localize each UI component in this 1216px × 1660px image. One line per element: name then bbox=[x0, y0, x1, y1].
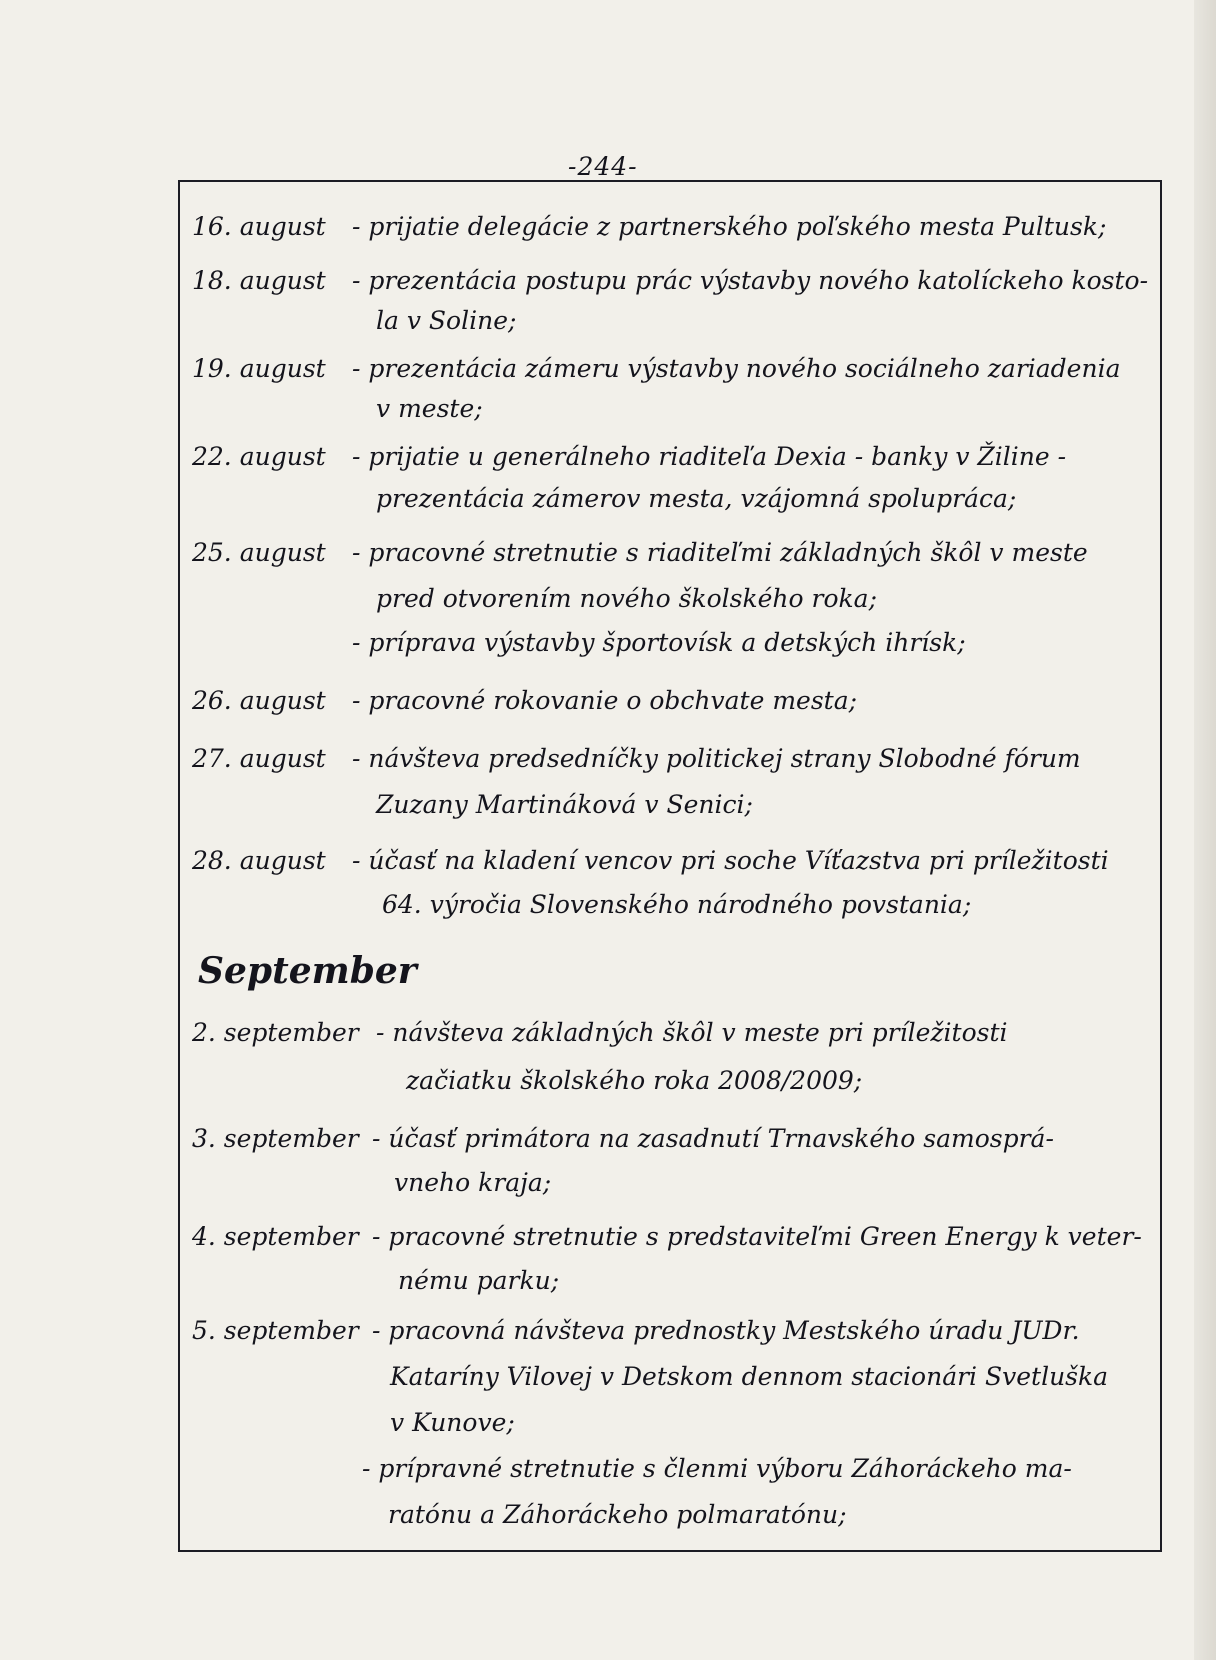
entry-line: - príprava výstavby športovísk a detských ihrísk; bbox=[352, 628, 966, 657]
page-number: -244- bbox=[568, 152, 638, 181]
entry-line: vneho kraja; bbox=[394, 1168, 552, 1197]
entry-line: v meste; bbox=[376, 394, 483, 423]
entry-line: nému parku; bbox=[398, 1266, 560, 1295]
entry-line: - prezentácia postupu prác výstavby nového katolíckeho kosto- bbox=[352, 266, 1149, 295]
entry-line: Zuzany Martináková v Senici; bbox=[376, 790, 753, 819]
entry-line: - účasť primátora na zasadnutí Trnavského samosprá- bbox=[372, 1124, 1054, 1153]
entry-line: la v Soline; bbox=[376, 306, 517, 335]
page-spine-shadow bbox=[1194, 0, 1216, 1660]
entry-date: 3. september bbox=[192, 1124, 359, 1153]
entry-date: 5. september bbox=[192, 1316, 359, 1345]
entry-line: - pracovné stretnutie s predstaviteľmi Green Energy k veter- bbox=[372, 1222, 1142, 1251]
entry-date: 28. august bbox=[192, 846, 326, 875]
entry-date: 18. august bbox=[192, 266, 326, 295]
entry-date: 16. august bbox=[192, 212, 326, 241]
entry-date: 22. august bbox=[192, 442, 326, 471]
entry-line: ratónu a Záhoráckeho polmaratónu; bbox=[388, 1500, 847, 1529]
entry-date: 26. august bbox=[192, 686, 326, 715]
entry-line: - prezentácia zámeru výstavby nového sociálneho zariadenia bbox=[352, 354, 1121, 383]
entry-line: - návšteva predsedníčky politickej strany Slobodné fórum bbox=[352, 744, 1081, 773]
entry-line: - prijatie u generálneho riaditeľa Dexia - banky v Žiline - bbox=[352, 442, 1067, 471]
entry-date: 4. september bbox=[192, 1222, 359, 1251]
entry-line: začiatku školského roka 2008/2009; bbox=[406, 1066, 863, 1095]
entry-date: 2. september bbox=[192, 1018, 359, 1047]
entry-line: - prijatie delegácie z partnerského poľského mesta Pultusk; bbox=[352, 212, 1107, 241]
entry-line: - účasť na kladení vencov pri soche Víťazstva pri príležitosti bbox=[352, 846, 1109, 875]
entry-line: - pracovné rokovanie o obchvate mesta; bbox=[352, 686, 858, 715]
entry-line: - prípravné stretnutie s členmi výboru Záhoráckeho ma- bbox=[362, 1454, 1072, 1483]
entry-line: 64. výročia Slovenského národného povstania; bbox=[382, 890, 972, 919]
entry-line: pred otvorením nového školského roka; bbox=[376, 584, 878, 613]
entry-date: 27. august bbox=[192, 744, 326, 773]
entry-line: Kataríny Vilovej v Detskom dennom stacionári Svetluška bbox=[390, 1362, 1109, 1391]
entry-line: v Kunove; bbox=[390, 1408, 515, 1437]
entry-line: - návšteva základných škôl v meste pri príležitosti bbox=[376, 1018, 1008, 1047]
entry-line: - pracovné stretnutie s riaditeľmi základných škôl v meste bbox=[352, 538, 1088, 567]
entry-line: prezentácia zámerov mesta, vzájomná spolupráca; bbox=[376, 484, 1017, 513]
entry-line: - pracovná návšteva prednostky Mestského úradu JUDr. bbox=[372, 1316, 1080, 1345]
entry-date: 19. august bbox=[192, 354, 326, 383]
section-heading-september: September bbox=[198, 950, 417, 992]
entry-date: 25. august bbox=[192, 538, 326, 567]
